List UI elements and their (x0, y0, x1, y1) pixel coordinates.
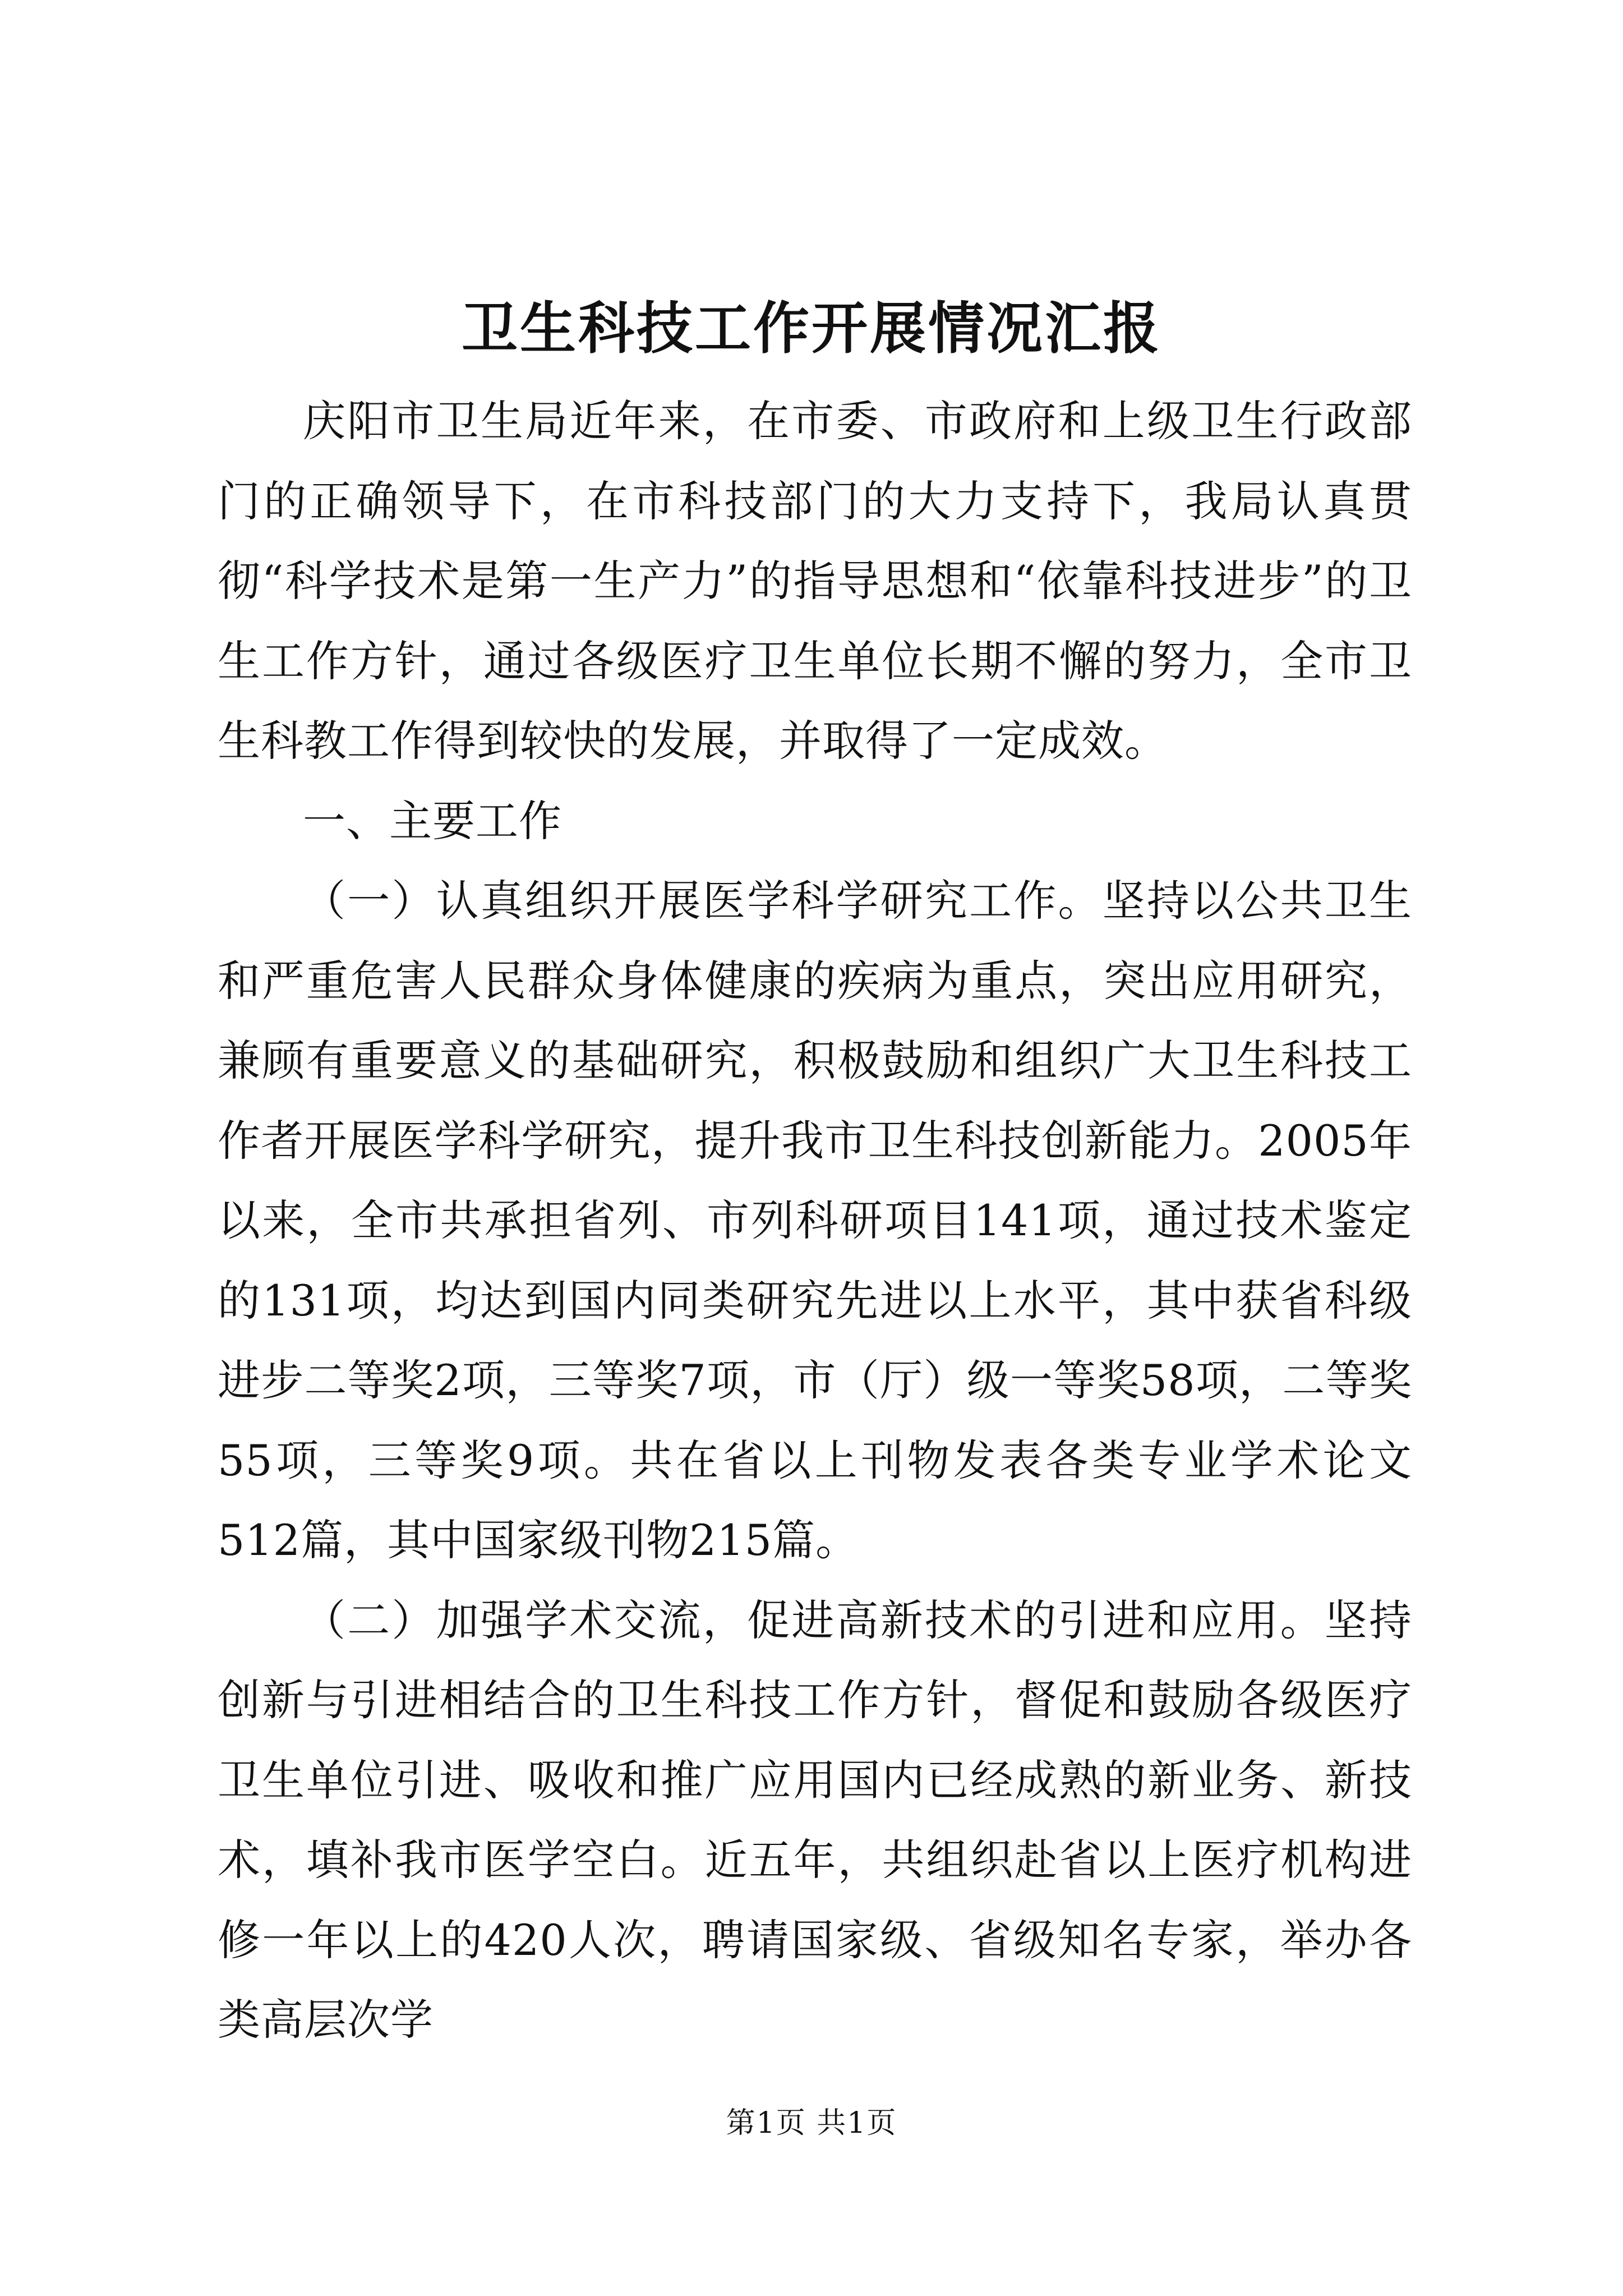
document-body (218, 381, 1412, 2060)
intro-paragraph: 庆阳市卫生局近年来，在市委、市政府和上级卫生行政部门的正确领导下，在市科技部门的大力支持下，我局认真贯彻“科学技术是第一生产力”的指导思想和“依靠科技进步”的卫生工作方针，通过各级医疗卫生单位长期不懈的努力，全市卫生科教工作得到较快的发展，并取得了一定成效。 (218, 396, 1412, 766)
document-title: 卫生科技工作开展情况汇报 (462, 295, 1161, 361)
subsection-two-paragraph: （二）加强学术交流，促进高新技术的引进和应用。坚持创新与引进相结合的卫生科技工作方针，督促和鼓励各级医疗卫生单位引进、吸收和推广应用国内已经成熟的新业务、新技术，填补我市医学空白。近五年，共组织赴省以上医疗机构进修一年以上的420人次，聘请国家级、省级知名专家，举办各类高层次学 (218, 1595, 1412, 2045)
subsection-one-paragraph: （一）认真组织开展医学科学研究工作。坚持以公共卫生和严重危害人民群众身体健康的疾病为重点，突出应用研究，兼顾有重要意义的基础研究，积极鼓励和组织广大卫生科技工作者开展医学科学研究，提升我市卫生科技创新能力。2005年以来，全市共承担省列、市列科研项目141项，通过技术鉴定的131项，均达到国内同类研究先进以上水平，其中获省科级进步二等奖2项，三等奖7项，市（厅）级一等奖58项，二等奖55项，三等奖9项。共在省以上刊物发表各类专业学术论文512篇，其中国家级刊物215篇。 (218, 876, 1412, 1565)
page-footer: 第1页 共1页 (726, 2106, 897, 2140)
section-heading: 一、主要工作 (303, 795, 562, 846)
